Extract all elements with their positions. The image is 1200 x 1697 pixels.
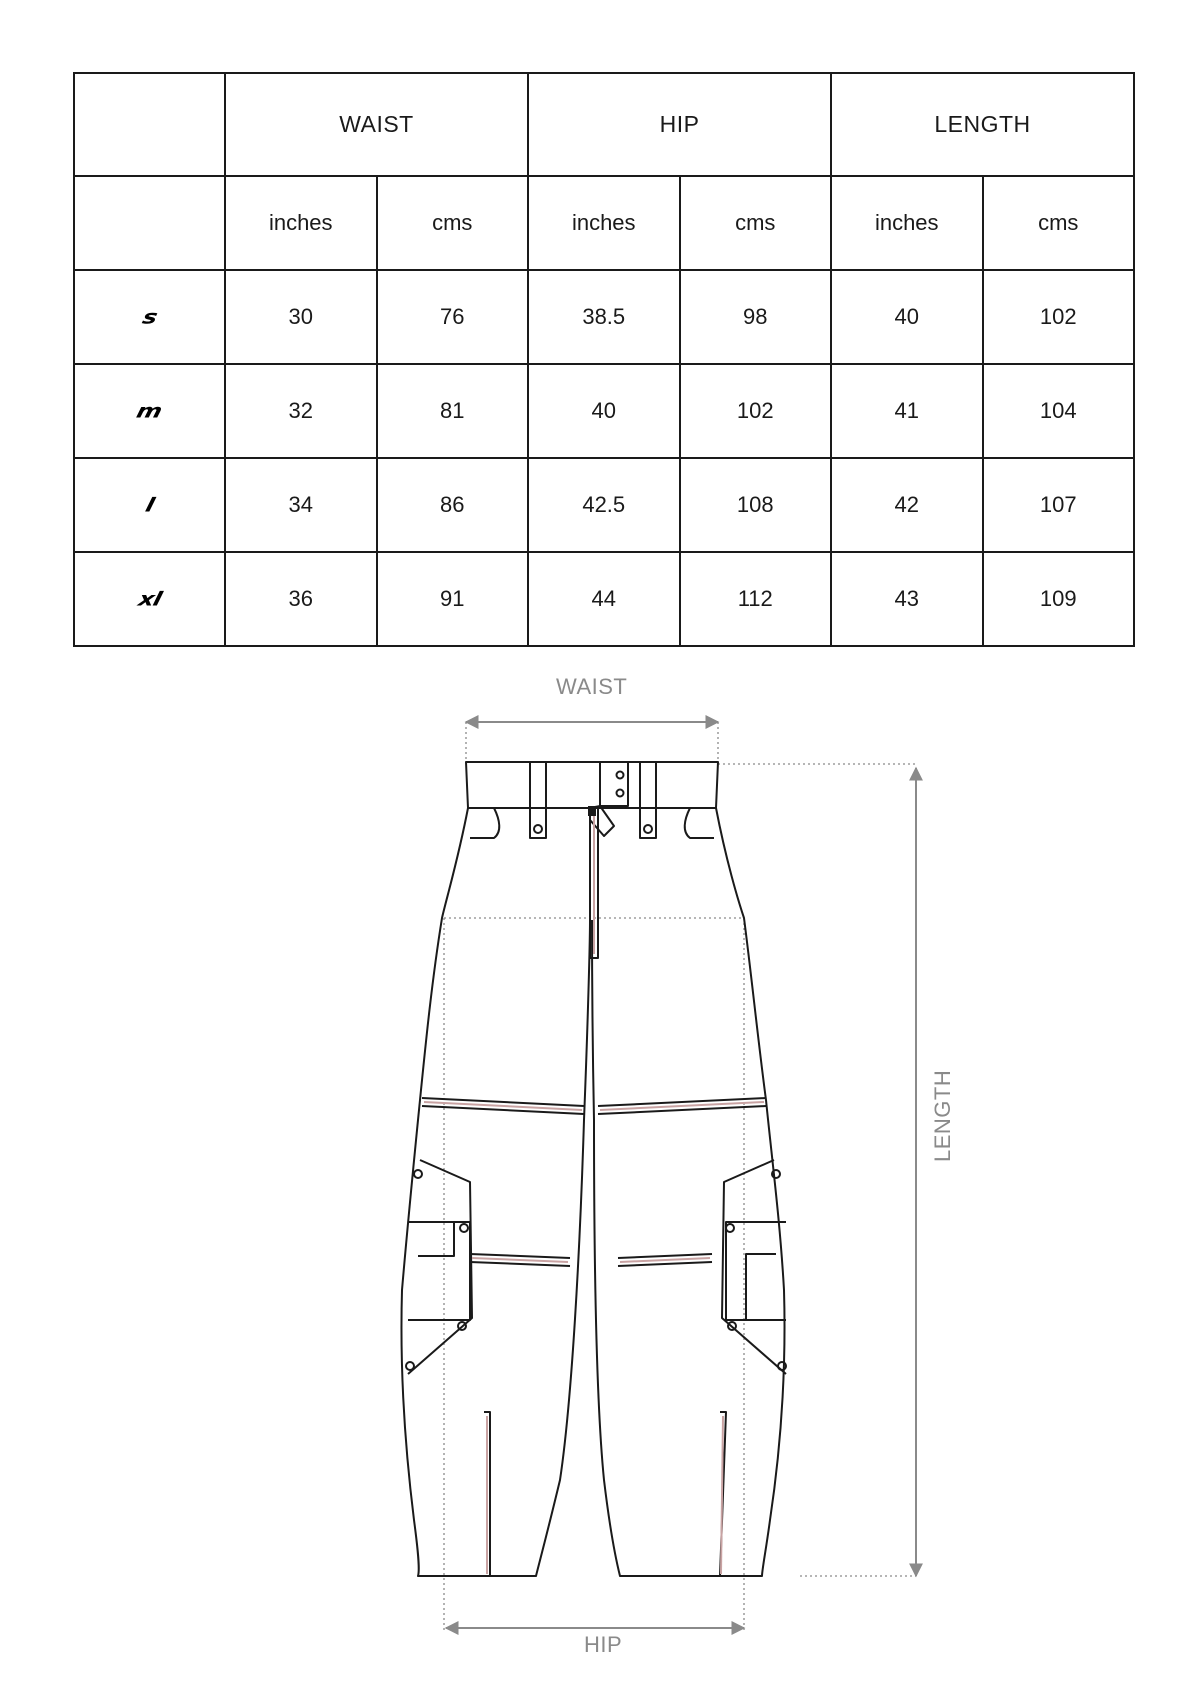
zipper-pull-icon <box>588 806 596 816</box>
dimension-guides <box>444 722 916 1630</box>
unit-header-row <box>74 176 1134 270</box>
header-waist: WAIST <box>225 73 528 176</box>
table-cell: 43 <box>831 552 983 646</box>
measurement-header-row <box>74 73 1134 176</box>
table-cell: 102 <box>983 270 1135 364</box>
length-dimension-label: LENGTH <box>930 1069 955 1162</box>
size-l-logo: l <box>143 493 156 517</box>
zipper-stitching <box>424 812 764 1574</box>
table-cell: 42 <box>831 458 983 552</box>
table-cell: 30 <box>225 270 377 364</box>
table-cell: 42.5 <box>528 458 680 552</box>
unit-header: cms <box>983 176 1135 270</box>
table-cell: 98 <box>680 270 832 364</box>
table-cell: 108 <box>680 458 832 552</box>
table-cell: 112 <box>680 552 832 646</box>
table-row-m <box>74 364 1134 458</box>
size-label-cell <box>74 270 225 364</box>
pants-outline <box>402 762 787 1576</box>
table-cell: 38.5 <box>528 270 680 364</box>
corner-cell <box>74 176 225 270</box>
unit-header: inches <box>225 176 377 270</box>
hip-dimension-label: HIP <box>584 1632 623 1657</box>
size-xl-logo: xl <box>135 587 164 611</box>
waist-dimension-label: WAIST <box>556 674 628 699</box>
size-m-logo: m <box>134 399 165 423</box>
table-cell: 36 <box>225 552 377 646</box>
size-label-cell <box>74 552 225 646</box>
table-cell: 91 <box>377 552 529 646</box>
size-label-cell <box>74 364 225 458</box>
header-length: LENGTH <box>831 73 1134 176</box>
table-cell: 44 <box>528 552 680 646</box>
table-cell: 40 <box>831 270 983 364</box>
table-row-s <box>74 270 1134 364</box>
table-cell: 107 <box>983 458 1135 552</box>
unit-header: cms <box>377 176 529 270</box>
table-cell: 40 <box>528 364 680 458</box>
header-hip: HIP <box>528 73 831 176</box>
size-s-logo: s <box>140 305 159 329</box>
table-cell: 81 <box>377 364 529 458</box>
unit-header: inches <box>528 176 680 270</box>
table-cell: 104 <box>983 364 1135 458</box>
dimension-lines <box>446 722 916 1628</box>
table-cell: 32 <box>225 364 377 458</box>
unit-header: cms <box>680 176 832 270</box>
table-cell: 102 <box>680 364 832 458</box>
table-cell: 41 <box>831 364 983 458</box>
table-row-l <box>74 458 1134 552</box>
size-label-cell <box>74 458 225 552</box>
table-cell: 86 <box>377 458 529 552</box>
size-chart-table <box>73 72 1135 647</box>
table-cell: 76 <box>377 270 529 364</box>
unit-header: inches <box>831 176 983 270</box>
table-row-xl <box>74 552 1134 646</box>
corner-cell <box>74 73 225 176</box>
table-cell: 109 <box>983 552 1135 646</box>
table-cell: 34 <box>225 458 377 552</box>
